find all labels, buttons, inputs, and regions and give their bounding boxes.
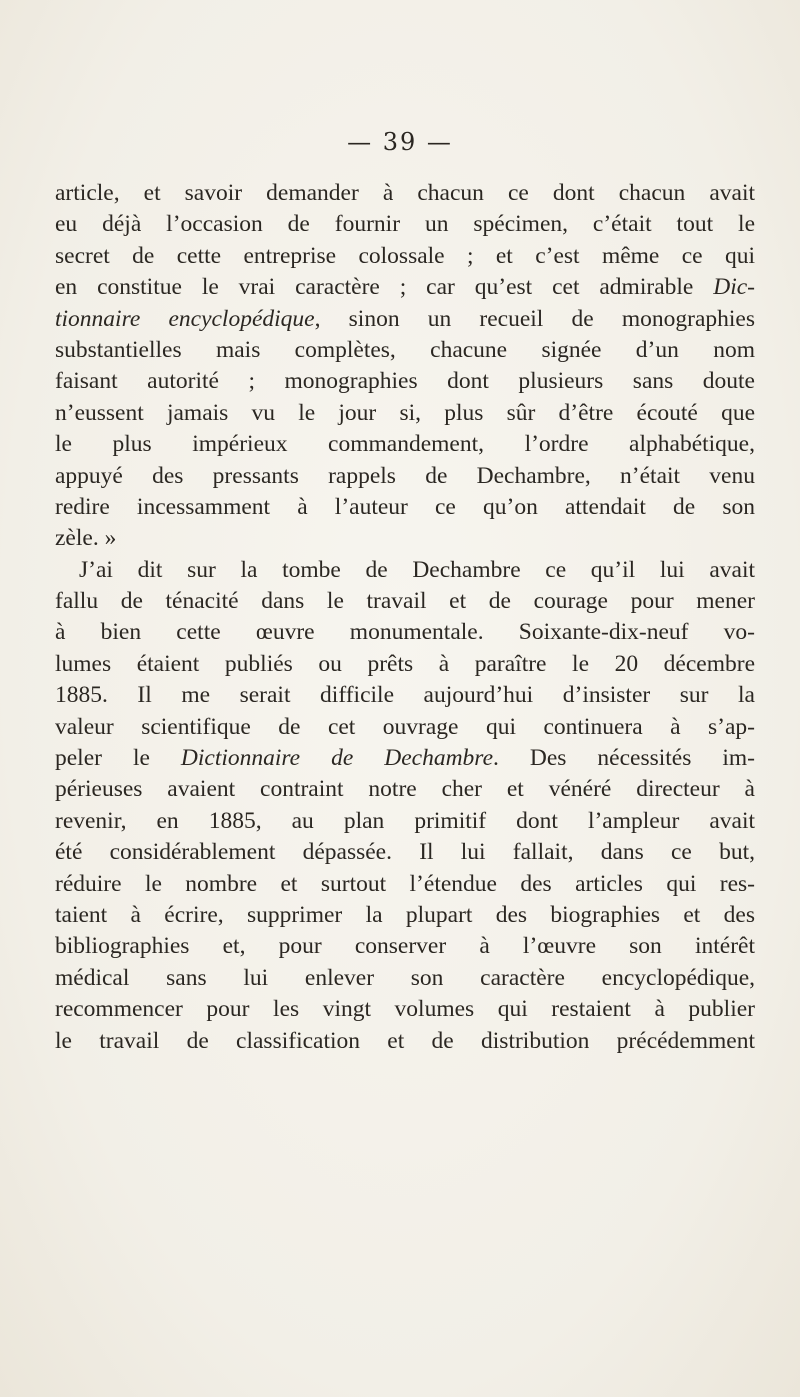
- text-line: recommencer pour les vingt volumes qui restaient à publier: [55, 996, 755, 1023]
- text-line: le travail de classification et de distribution précédemment: [55, 1027, 755, 1054]
- italic-title: tionnaire encyclopédique: [55, 305, 315, 332]
- text-line: J’ai dit sur la tombe de Dechambre ce qu’il lui avait: [79, 556, 755, 583]
- text-line: revenir, en 1885, au plan primitif dont l’ampleur avait: [55, 807, 755, 834]
- text-line: périeuses avaient contraint notre cher et vénéré directeur à: [55, 776, 755, 803]
- text-line: en constitue le vrai caractère ; car qu’est cet admirable Dic-: [55, 274, 755, 301]
- text-line: tionnaire encyclopédique, sinon un recueil de monographies: [55, 305, 756, 332]
- text-line: à bien cette œuvre monumentale. Soixante-dix-neuf vo-: [55, 619, 755, 646]
- italic-title: Dictionnaire de Dechambre: [180, 745, 494, 772]
- text-line: n’eussent jamais vu le jour si, plus sûr d’être écouté que: [55, 399, 755, 426]
- text-line: appuyé des pressants rappels de Dechambre, n’était venu: [55, 462, 755, 489]
- text-line: été considérablement dépassée. Il lui fallait, dans ce but,: [55, 839, 755, 866]
- text-line: fallu de ténacité dans le travail et de courage pour mener: [55, 588, 755, 615]
- text-line: valeur scientifique de cet ouvrage qui continuera à s’ap-: [55, 713, 755, 740]
- text-line: peler le Dictionnaire de Dechambre. Des nécessités im-: [55, 745, 755, 772]
- italic-title: Dic-: [713, 274, 755, 301]
- body-text: [55, 178, 755, 1057]
- page-number: — 39 —: [347, 128, 453, 156]
- text-line: eu déjà l’occasion de fournir un spécimen, c’était tout le: [55, 211, 755, 238]
- text-line: zèle. »: [55, 525, 117, 552]
- text-line: redire incessamment à l’auteur ce qu’on attendait de son: [55, 493, 755, 520]
- text-line: 1885. Il me serait difficile aujourd’hui d’insister sur la: [55, 682, 755, 709]
- text-line: médical sans lui enlever son caractère encyclopédique,: [55, 964, 755, 991]
- text-line: lumes étaient publiés ou prêts à paraître le 20 décembre: [55, 650, 755, 677]
- text-line: bibliographies et, pour conserver à l’œuvre son intérêt: [55, 933, 755, 960]
- text-line: taient à écrire, supprimer la plupart des biographies et des: [55, 901, 755, 928]
- text-line: réduire le nombre et surtout l’étendue des articles qui res-: [55, 870, 755, 897]
- text-line: faisant autorité ; monographies dont plusieurs sans doute: [55, 368, 755, 395]
- text-line: article, et savoir demander à chacun ce dont chacun avait: [55, 180, 755, 206]
- text-line: secret de cette entreprise colossale ; et c’est même ce qui: [55, 242, 755, 269]
- text-line: substantielles mais complètes, chacune signée d’un nom: [55, 336, 755, 363]
- text-line: le plus impérieux commandement, l’ordre alphabétique,: [55, 431, 755, 458]
